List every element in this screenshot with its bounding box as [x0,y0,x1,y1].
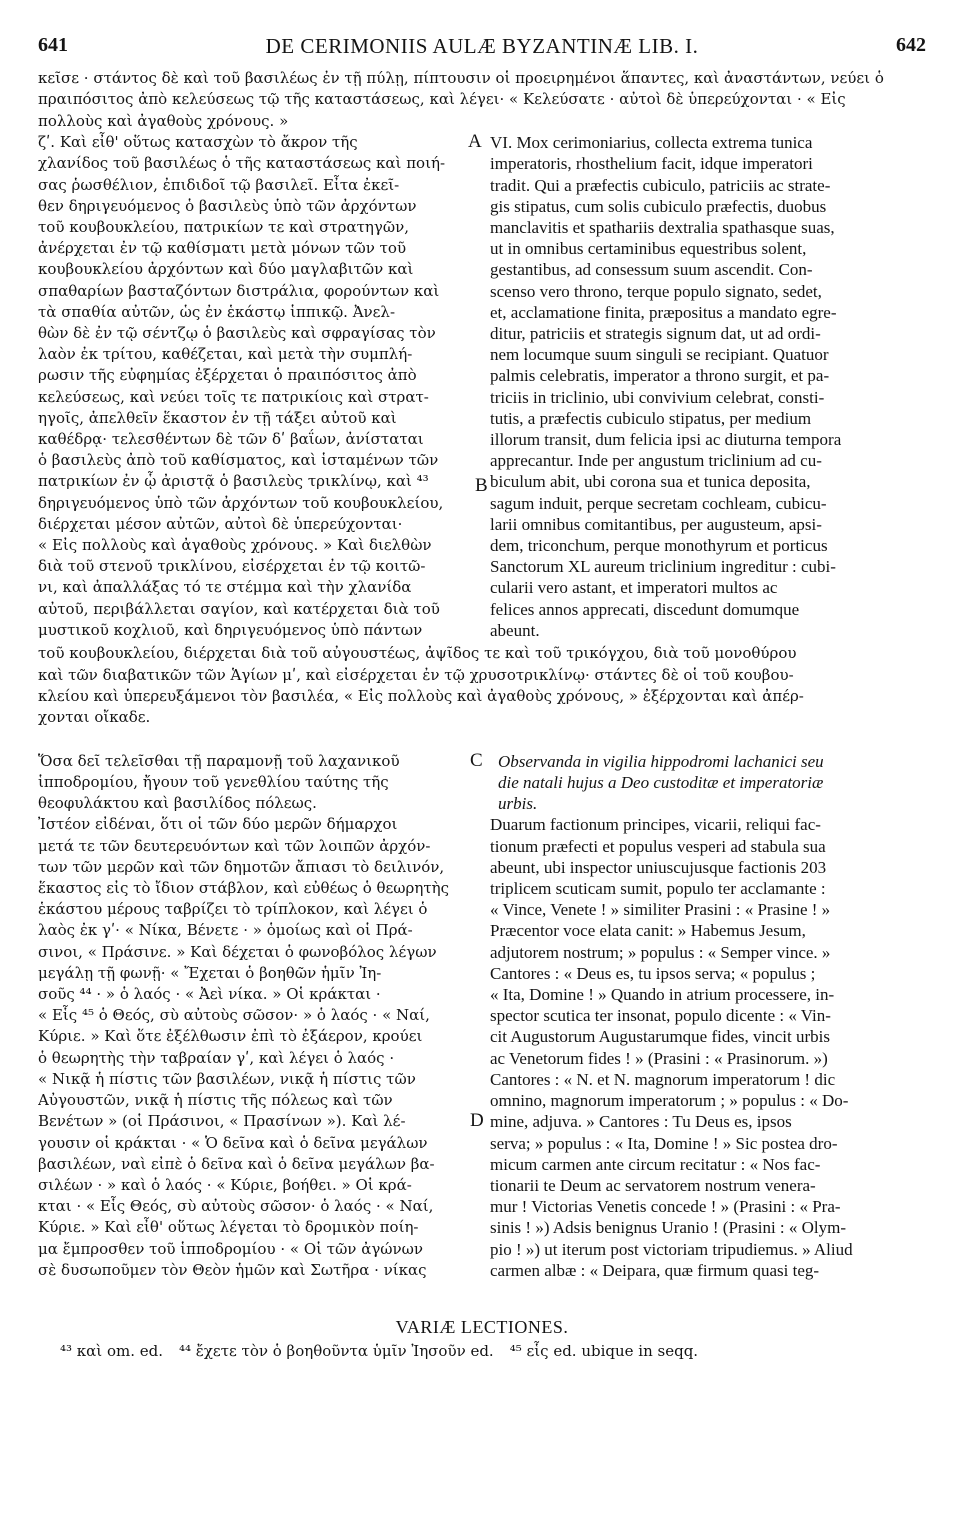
variant-note: ⁴⁵ εἷς ed. ubique in seqq. [509,1341,699,1360]
top-full-width-text [38,68,926,132]
variant-note: ⁴⁴ ἔχετε τὸν ὁ βοηθοῦντα ὑμῖν Ἰησοῦν ed. [179,1341,494,1360]
greek-line: « Νικᾷ ἡ πίστις τῶν βασιλέων, νικᾷ ἡ πίστις τῶν [38,1069,416,1088]
heading-line: Observanda in vigilia hippodromi lachanici seu [498,751,824,771]
latin-line: ditur, patriciis et strategis signum dat, ut ad ordi- [490,324,821,344]
latin-line: triciis in triclinio, ubi convivium celebrat, consti- [490,387,825,407]
greek-line: ἑκάστου μέρους ταβρίζει τὸ τρίπλοκον, καὶ λέγει ὁ [38,900,428,919]
variant-notes [38,1342,926,1360]
greek-line: ἕκαστος εἰς τὸ ἴδιον στάβλον, καὶ εὐθέως ὁ θεωρητὴς [38,879,450,898]
greek-line: ἀνέρχεται ἐν τῷ καθίσματι μετὰ μόνων τῶν τοῦ [38,239,407,258]
latin-line: mine, adjuva. » Cantores : Tu Deus es, ipsos [490,1112,792,1132]
greek-line: ζʹ. Καὶ εἶθ' οὕτως κατασχὼν τὸ ἄκρον τῆς [38,133,358,152]
greek-line: λαὸς ἐκ γʹ· « Νίκα, Βένετε · » ὁμοίως καὶ οἱ Πρά- [38,921,413,940]
latin-line: abeunt, ubi inspector uniuscujusque factionis 203 [490,857,827,877]
section-1-columns [38,132,926,643]
latin-line: larii omnibus comitantibus, per augusteum, apsi- [490,514,822,534]
greek-line: χλανίδος τοῦ βασιλέως ὁ τῆς καταστάσεως καὶ ποιή- [38,154,446,173]
greek-line: νι, καὶ ἀπαλλάξας τό τε στέμμα καὶ τὴν χλανίδα [38,578,412,597]
margin-marker-d: D [470,1109,484,1131]
latin-line: tionarii te Deum ac servatorem nostrum venera- [490,1175,816,1195]
latin-line: omnino, magnorum imperatorum ; » populus : « Do- [490,1091,849,1111]
latin-column [490,132,926,641]
greek-line: Βενέτων » (οἱ Πράσινοι, « Πρασίνων »). Καὶ λέ- [38,1112,406,1131]
middle-full-width-text [38,643,926,729]
latin-line: sinis ! ») Adsis benignus Uranio ! (Prasini : « Olym- [490,1218,847,1238]
latin-line: palmis celebratis, imperator a throno surgit, et pa- [490,366,830,386]
page-number-left: 641 [38,34,68,56]
greek-line: μυστικοῦ κοχλιοῦ, καὶ δηριγευόμενος ὑπὸ πάντων [38,620,423,639]
greek-line: τὰ σπαθία αὐτῶν, ὡς ἐν ἑκάστῳ ἱππικῷ. Ἀνελ- [38,302,396,321]
greek-line: μετά τε τῶν δευτερευόντων καὶ τῶν λοιπῶν ἀρχόν- [38,836,431,855]
section-2-columns [38,751,926,1311]
variae-lectiones-title: VARIÆ LECTIONES. [395,1316,569,1337]
greek-line: σας ῥωσθέλιον, ἐπιδιδοῖ τῷ βασιλεῖ. Εἶτα ἐκεῖ- [38,175,400,194]
greek-line: λαὸν ἐκ τρίτου, καθέζεται, καὶ μετὰ τὴν συμπλή- [38,345,413,364]
running-header [38,34,926,60]
latin-line: spector scutica ter insonat, populo dicente : « Vin- [490,1006,831,1026]
greek-line: διὰ τοῦ στενοῦ τρικλίνου, εἰσέρχεται ἐν τῷ κοιτῶ- [38,557,426,576]
greek-line: μεγάλῃ τῇ φωνῇ· « Ἔχεται ὁ βοηθῶν ἡμῖν Ἰη- [38,963,382,982]
margin-marker-c: C [470,749,483,771]
greek-line: θεν δηριγευόμενος ὁ βασιλεὺς ὑπὸ τῶν ἀρχόντων [38,196,417,215]
greek-line: ὁ θεωρητὴς τὴν ταβραίαν γʹ, καὶ λέγει ὁ λαός · [38,1048,395,1067]
running-title: DE CERIMONIIS AULÆ BYZANTINÆ LIB. I. [265,34,699,58]
greek-line: ρωσιν τῆς εὐφημίας ἐξέρχεται ὁ πραιπόσιτος ἀπὸ [38,366,417,385]
greek-line: Αὐγουστῶν, νικᾷ ἡ πίστις τῆς πόλεως καὶ τῶν [38,1091,393,1110]
latin-line: gestantibus, ad consessum suum ascendit. Con- [490,260,813,280]
greek-line: Ὅσα δεῖ τελεῖσθαι τῇ παραμονῇ τοῦ λαχανικοῦ [38,751,400,770]
latin-line: Sanctorum XL aureum triclinium ingreditur : cubi- [490,557,836,577]
latin-line: felices annos apprecati, discedunt domumque [490,599,800,619]
greek-line: σιλέων · » καὶ ὁ λαός · « Κύριε, βοήθει. » Οἱ κρά- [38,1175,412,1194]
latin-line: cularii vero astant, et imperatori multos ac [490,578,778,598]
greek-line: κελεύσεως, καὶ νεύει τοῖς τε πατρικίοις καὶ στρατ- [38,387,429,406]
latin-line: tionum præfecti et populus vesperi ad stabula sua [490,836,826,856]
latin-line: sagum induit, perque secretam cochleam, cubicu- [490,493,827,513]
latin-line: et, acclamatione finita, præpositus a mandato egre- [490,302,837,322]
latin-line: apprecantur. Inde per angustum triclinium ad cu- [490,451,822,471]
greek-line: « Εἰς πολλοὺς καὶ ἀγαθοὺς χρόνους. » Καὶ διελθὼν [38,536,432,555]
greek-line: Κύριε. » Καὶ ὅτε ἐξέλθωσιν ἐπὶ τὸ ἐξάερον, κρούει [38,1027,423,1046]
greek-line: ηγοῖς, ἀπελθεῖν ἕκαστον ἐν τῇ τάξει αὐτοῦ καὶ [38,408,397,427]
greek-line: « Εἷς ⁴⁵ ὁ Θεός, σὺ αὐτοὺς σῶσον· » ὁ λαός · « Ναί, [38,1006,430,1025]
latin-line: gis stipatus, cum solis cubiculo præfectis, duobus [490,196,827,216]
greek-line: τοῦ κουβουκλείου, πατρικίων τε καὶ στρατηγῶν, [38,218,409,237]
latin-body-2 [490,814,926,1280]
greek-line: θὼν δὲ ἐν τῷ σέντζῳ ὁ βασιλεὺς καὶ σφραγίσας τὸν [38,324,436,343]
greek-column-2 [38,751,464,1281]
text-line: καὶ τῶν διαβατικῶν τῶν Ἁγίων μʹ, καὶ εἰσέρχεται ἐν τῷ χρυσοτρικλίνῳ· στάντες δὲ οἱ τοῦ κουβου- [38,665,794,684]
greek-line: σπαθαρίων βασταζόντων διστράλια, φορούντων καὶ [38,281,440,300]
latin-line: abeunt. [490,620,540,640]
greek-line: των τῶν μερῶν καὶ τῶν δημοτῶν ἄπιασι τὸ δειλινόν, [38,857,445,876]
greek-line: γουσιν οἱ κράκται · « Ὁ δεῖνα καὶ ὁ δεῖνα μεγάλων [38,1133,428,1152]
page [38,34,926,1360]
latin-line: pio ! ») ut iterum post victoriam tripudiemus. » Aliud [490,1239,853,1259]
greek-line: σὲ δυσωποῦμεν τὸν Θεὸν ἡμῶν καὶ Σωτῆρα · νίκας [38,1260,427,1279]
latin-line: illorum transit, dum felicia ipsi ac diuturna tempora [490,430,842,450]
text-line: πολλοὺς καὶ ἀγαθοὺς χρόνους. » [38,111,289,130]
latin-line: adjutorem nostrum; » populus : « Semper vince. » [490,942,831,962]
greek-line: θεοφυλάκτου καὶ βασιλίδος πόλεως. [38,794,317,813]
latin-line: Cantores : « N. et N. magnorum imperatorum ! dic [490,1069,836,1089]
heading-line: urbis. [498,794,538,814]
greek-line: ἱπποδρομίου, ἤγουν τοῦ γενεθλίου ταύτης τῆς [38,773,389,792]
greek-line: καθέδρᾳ· τελεσθέντων δὲ τῶν δʹ βαΐων, ἀνίσταται [38,430,424,449]
greek-line: αὐτοῦ, περιβάλλεται σαγίον, καὶ κατέρχεται διὰ τοῦ [38,599,440,618]
latin-line: tradit. Qui a præfectis cubiculo, patriciis ac strate- [490,175,831,195]
greek-line: δηριγευόμενος ὑπὸ τῶν ἀρχόντων τοῦ κουβουκλείου, [38,493,444,512]
latin-line: serva; » populus : « Ita, Domine ! » Sic postea dro- [490,1133,838,1153]
greek-line: πατρικίων ἐν ᾧ ἀριστᾷ ὁ βασιλεὺς τρικλίνῳ, καὶ ⁴³ [38,472,429,491]
latin-section-heading [490,751,926,815]
latin-line: dem, triconchum, perque monothyrum et porticus [490,536,828,556]
greek-line: μα ἔμπροσθεν τοῦ ἱπποδρομίου · « Οἱ τῶν ἀγώνων [38,1239,423,1258]
greek-line: διέρχεται μέσον αὐτῶν, αὐτοὶ δὲ ὑπερεύχονται· [38,514,403,533]
latin-line: Cantores : « Deus es, tu ipsos serva; « populus ; [490,963,816,983]
margin-marker-b: B [475,475,488,497]
text-line: τοῦ κουβουκλείου, διέρχεται διὰ τοῦ αὐγουστέως, ἀψῖδος τε καὶ τοῦ τρικόγχου, διὰ τοῦ μονοθύρου [38,644,797,663]
latin-line: micum carmen ante circum recitatur : « Nos fac- [490,1154,821,1174]
greek-line: κται · « Εἷς Θεός, σὺ αὐτοὺς σῶσον· ὁ λαός · « Ναί, [38,1197,434,1216]
latin-line: cit Augustorum Augustarumque fides, vincit urbis [490,1027,830,1047]
latin-column-2 [490,751,926,1281]
greek-line: σοῦς ⁴⁴ · » ὁ λαός · « Ἀεὶ νίκα. » Οἱ κράκται · [38,985,381,1004]
latin-line: « Ita, Domine ! » Quando in atrium processere, in- [490,985,835,1005]
latin-line: ut in omnibus certaminibus equestribus solent, [490,239,807,259]
variant-note: ⁴³ καὶ om. ed. [60,1341,163,1360]
text-line: κεῖσε · στάντος δὲ καὶ τοῦ βασιλέως ἐν τῇ πύλῃ, πίπτουσιν οἱ προειρημένοι ἅπαντες, καὶ ἀναστάντων, νεύει ὁ [38,69,884,87]
greek-line: κουβουκλείου ἀρχόντων καὶ δύο μαγλαβιτῶν καὶ [38,260,414,279]
greek-line: ὁ βασιλεὺς ἀπὸ τοῦ καθίσματος, καὶ ἱσταμένων τῶν [38,451,439,470]
latin-line: biculum abit, ubi corona sua et tunica deposita, [490,472,811,492]
text-line: πραιπόσιτος ἀπὸ κελεύσεως τῷ τῆς καταστάσεως, καὶ λέγει· « Κελεύσατε · αὐτοὶ δὲ ὑπερεύχονται · « Εἰς [38,90,846,109]
latin-line: VI. Mox cerimoniarius, collecta extrema tunica [490,133,813,153]
latin-line: manclavitis et spathariis dextralia spathasque suas, [490,218,835,238]
page-number-right: 642 [896,34,926,56]
latin-line: mur ! Victorias Venetis concede ! » (Prasini : « Pra- [490,1197,841,1217]
latin-line: Duarum factionum principes, vicarii, reliqui fac- [490,815,821,835]
latin-line: tutis, a præfectis cubiculo stipatus, per medium [490,408,812,428]
greek-column [38,132,464,641]
greek-line: Κύριε. » Καὶ εἶθ' οὕτως λέγεται τὸ δρομικὸν ποίη- [38,1218,419,1237]
latin-line: Præcentor voce elata canit: » Habemus Jesum, [490,921,806,941]
latin-line: scenso vero throno, terque populo signato, sedet, [490,281,822,301]
latin-line: nem locumque suum singuli se recipiant. Quatuor [490,345,829,365]
greek-line: Ἰστέον εἰδέναι, ὅτι οἱ τῶν δύο μερῶν δήμαρχοι [38,815,398,834]
greek-line: σινοι, « Πράσινε. » Καὶ δέχεται ὁ φωνοβόλος λέγων [38,942,437,961]
margin-marker-a: A [468,131,482,153]
latin-line: « Vince, Venete ! » similiter Prasini : « Prasine ! » [490,900,831,920]
heading-line: die natali hujus a Deo custoditæ et imperatoriæ [498,773,824,793]
latin-line: ac Venetorum fides ! » (Prasini : « Prasinorum. ») [490,1048,828,1068]
greek-line: βασιλέων, ναὶ εἰπὲ ὁ δεῖνα καὶ ὁ δεῖνα μεγάλων βα- [38,1154,435,1173]
latin-line: triplicem scuticam sumit, populo ter acclamante : [490,879,826,899]
latin-line: carmen albæ : « Deipara, quæ firmum quasi teg- [490,1260,820,1280]
text-line: χονται οἴκαδε. [38,708,151,727]
latin-line: imperatoris, rhosthelium facit, idque imperatori [490,154,813,174]
text-line: κλείου καὶ ὑπερευξάμενοι τὸν βασιλέα, « Εἰς πολλοὺς καὶ ἀγαθοὺς χρόνους, » ἐξέρχονται καὶ ἀπέρ- [38,687,804,706]
